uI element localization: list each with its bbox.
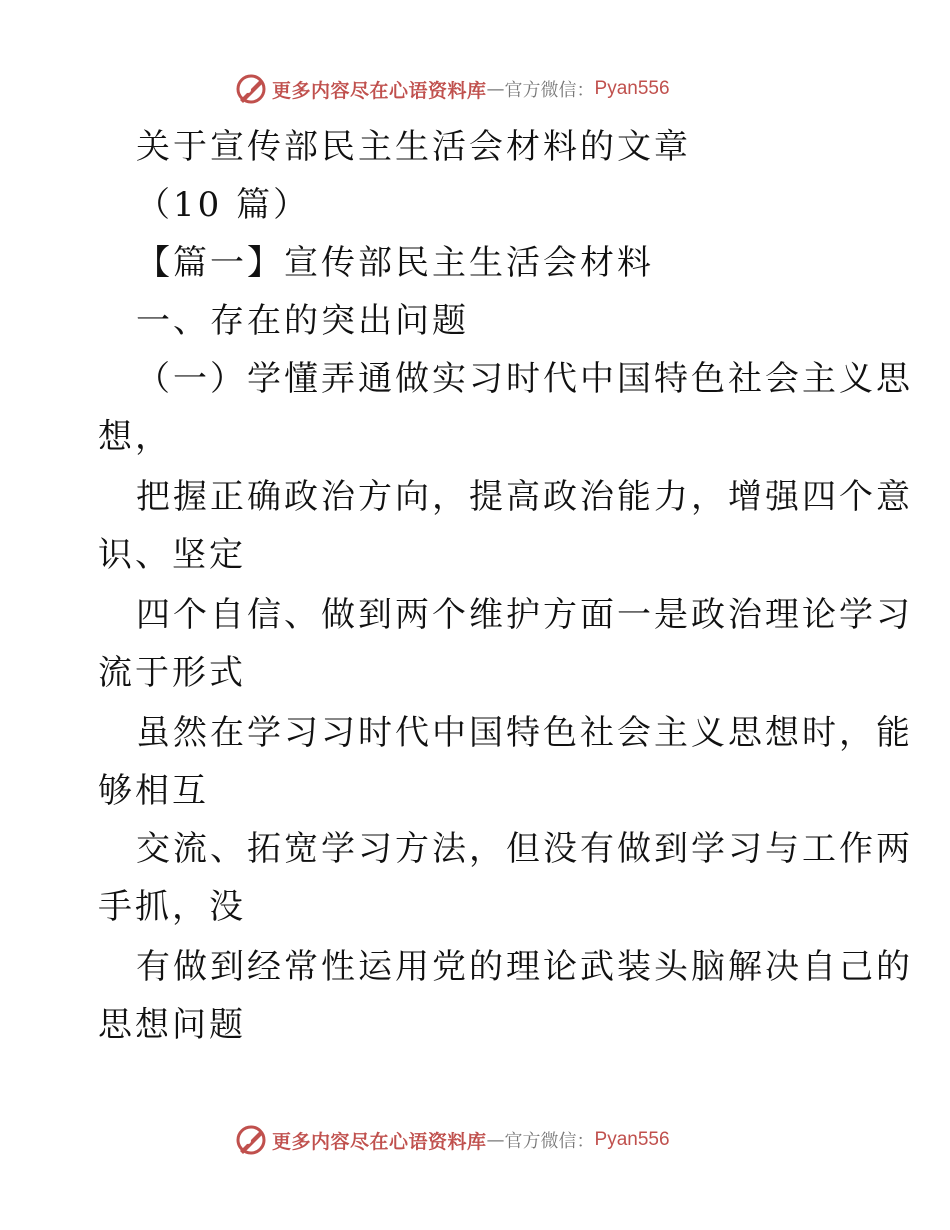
banner-separator: — (486, 1129, 505, 1151)
body-line: 虽然在学习习时代中国特色社会主义思想时，能 (136, 713, 913, 753)
banner-separator: — (486, 78, 505, 100)
pen-seal-logo-icon (234, 1123, 268, 1157)
body-line: 够相互 (98, 771, 209, 811)
banner-official: 官方微信： (504, 1131, 595, 1152)
body-line: （一）学懂弄通做实习时代中国特色社会主义思 (136, 359, 913, 399)
body-line: 流于形式 (98, 653, 246, 693)
banner-text: 更多内容尽在心语资料库 (272, 1130, 487, 1153)
banner-wechat: Pyan556 (594, 1129, 670, 1150)
body-line: 四个自信、做到两个维护方面一是政治理论学习 (136, 595, 913, 635)
body-line: 思想问题 (98, 1005, 246, 1045)
body-line: 手抓，没 (98, 887, 246, 927)
section-heading: 一、存在的突出问题 (136, 301, 469, 341)
footer-banner (234, 1123, 670, 1157)
body-line: 识、坚定 (98, 535, 246, 575)
document-title-line2: （10 篇） (136, 185, 311, 225)
document-title-line1: 关于宣传部民主生活会材料的文章 (136, 127, 691, 167)
banner-text: 更多内容尽在心语资料库 (272, 79, 487, 102)
body-line: 把握正确政治方向，提高政治能力，增强四个意 (136, 477, 913, 517)
banner-wechat: Pyan556 (594, 78, 670, 99)
body-line: 交流、拓宽学习方法，但没有做到学习与工作两 (136, 829, 913, 869)
pen-seal-logo-icon (234, 72, 268, 106)
banner-official: 官方微信： (504, 80, 595, 101)
body-line: 有做到经常性运用党的理论武装头脑解决自己的 (136, 947, 913, 987)
part-heading: 【篇一】宣传部民主生活会材料 (136, 243, 654, 283)
body-line: 想， (98, 417, 172, 457)
header-banner (234, 72, 670, 106)
